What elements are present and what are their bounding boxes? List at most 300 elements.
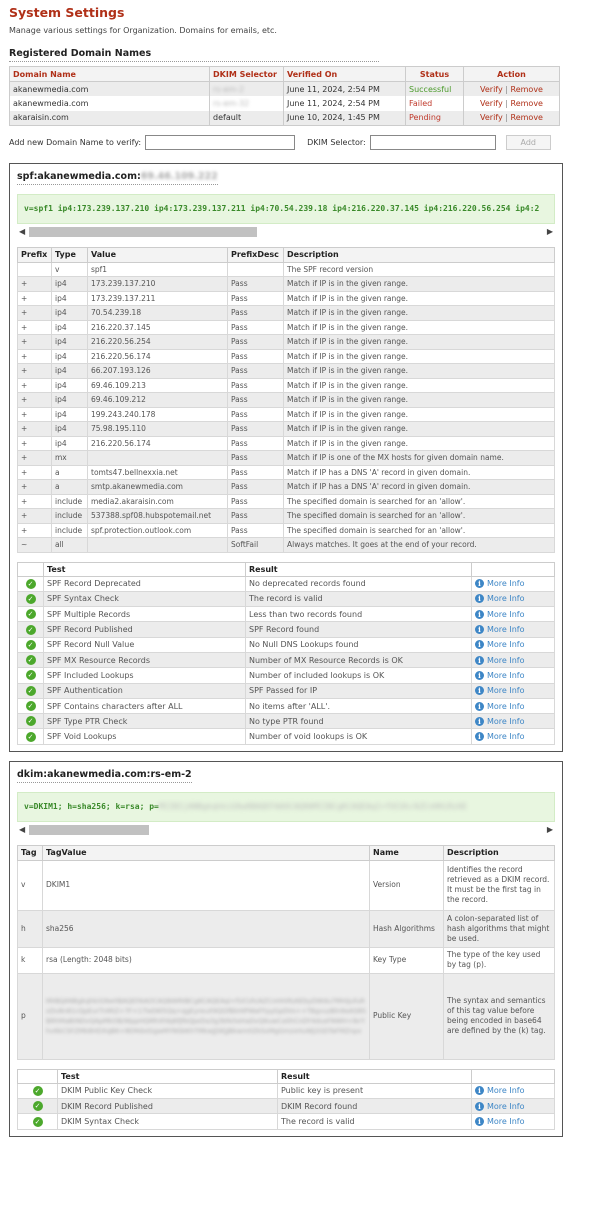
status-cell [18,591,44,606]
prefix-cell: + [18,378,52,393]
prefixdesc-cell: Pass [228,378,284,393]
spf-card-title [17,171,218,185]
type-cell: all [52,538,88,553]
add-button[interactable]: Add [506,135,551,150]
dkim-selector: rs-em-2 [213,84,245,94]
more-info-label: More Info [487,1117,525,1126]
domains-table [9,66,560,126]
tag-cell: k [18,947,43,973]
type-cell: ip4 [52,277,88,292]
status-cell [18,622,44,637]
check-icon: ✓ [26,625,36,635]
value-cell [88,451,228,466]
more-info-link[interactable] [475,579,525,588]
prefixdesc-cell: Pass [228,422,284,437]
tag-cell: h [18,910,43,947]
scroll-left-icon[interactable]: ◀ [19,226,26,236]
table-row [18,683,555,698]
domain-name: akaraisin.com [10,111,210,126]
col-description: Description [284,247,555,262]
tagvalue-cell: rsa (Length: 2048 bits) [43,947,370,973]
test-name: SPF Authentication [44,683,246,698]
prefixdesc-cell: Pass [228,291,284,306]
description-cell: Match if IP is in the given range. [284,364,555,379]
prefixdesc-cell: Pass [228,364,284,379]
prefix-cell: + [18,480,52,495]
type-cell: ip4 [52,335,88,350]
more-info-label: More Info [487,609,525,619]
test-result: Number of void lookups is OK [246,729,472,744]
col-dkim-selector: DKIM Selector [210,67,284,82]
table-row [18,973,555,1059]
table-row [18,607,555,622]
more-info-label: More Info [487,1086,525,1096]
check-icon: ✓ [26,670,36,680]
prefix-cell: + [18,364,52,379]
table-row [18,1114,555,1129]
info-icon: i [475,610,484,619]
col-prefix: Prefix [18,247,52,262]
more-info-label: More Info [487,701,525,711]
description-cell: Match if IP is in the given range. [284,291,555,306]
dkim-tags-table [17,845,555,1060]
col-test: Test [58,1069,278,1083]
verify-link[interactable]: Verify [480,98,503,108]
table-row [18,480,555,495]
table-row [18,451,555,466]
dkim-selector: rs-em-32 [213,98,250,108]
col-action: Action [464,67,560,82]
description-cell: The specified domain is searched for an 'allow'. [284,494,555,509]
check-icon: ✓ [33,1101,43,1111]
more-info-label: More Info [487,732,525,742]
prefixdesc-cell: Pass [228,436,284,451]
description-cell: The specified domain is searched for an 'allow'. [284,523,555,538]
table-row [18,652,555,667]
test-result: No items after 'ALL'. [246,698,472,713]
value-cell: 173.239.137.210 [88,277,228,292]
description-cell: The type of the key used by tag (p). [444,947,555,973]
status-cell [18,637,44,652]
test-result: SPF Passed for IP [246,683,472,698]
description-cell: Match if IP is in the given range. [284,306,555,321]
table-row [18,407,555,422]
verify-link[interactable]: Verify [480,84,503,94]
test-name: SPF MX Resource Records [44,652,246,667]
prefix-cell: + [18,509,52,524]
name-cell: Public Key [370,973,444,1059]
more-info-cell [472,1114,555,1129]
more-info-label: More Info [487,579,525,589]
more-info-link[interactable] [475,1117,525,1126]
prefix-cell: + [18,494,52,509]
add-domain-label: Add new Domain Name to verify: [9,138,142,147]
more-info-cell [472,652,555,667]
prefixdesc-cell: Pass [228,480,284,495]
description-cell: Match if IP is in the given range. [284,393,555,408]
description-cell: Match if IP is in the given range. [284,436,555,451]
more-info-cell [472,1099,555,1114]
prefix-cell: + [18,335,52,350]
check-icon: ✓ [33,1117,43,1127]
type-cell: ip4 [52,407,88,422]
status-cell [18,652,44,667]
test-result: Public key is present [278,1083,472,1098]
table-row [10,111,560,126]
col-type: Type [52,247,88,262]
value-cell: tomts47.bellnexxia.net [88,465,228,480]
table-row [18,860,555,910]
table-row [18,910,555,947]
status-cell [18,607,44,622]
more-info-cell [472,1083,555,1098]
more-info-link[interactable] [475,702,525,711]
check-icon: ✓ [26,640,36,650]
action-separator: | [505,98,508,108]
dkim-selector-input[interactable] [370,135,496,150]
type-cell: include [52,509,88,524]
prefixdesc-cell: Pass [228,277,284,292]
value-cell: 216.220.56.254 [88,335,228,350]
check-icon: ✓ [33,1086,43,1096]
status-cell [18,698,44,713]
more-info-link[interactable] [475,656,525,665]
test-name: SPF Void Lookups [44,729,246,744]
table-row [18,277,555,292]
more-info-cell [472,576,555,591]
prefix-cell: + [18,523,52,538]
remove-link[interactable]: Remove [510,98,543,108]
table-row [18,523,555,538]
type-cell: ip4 [52,364,88,379]
prefixdesc-cell: Pass [228,407,284,422]
add-domain-input[interactable] [145,135,295,150]
table-row [18,436,555,451]
value-cell: 66.207.193.126 [88,364,228,379]
table-row [18,637,555,652]
info-icon: i [475,594,484,603]
description-cell: Match if IP is one of the MX hosts for given domain name. [284,451,555,466]
status-badge: Successful [406,82,464,97]
col-status-icon [18,562,44,576]
tagvalue-cell: DKIM1 [43,860,370,910]
prefix-cell: + [18,407,52,422]
more-info-cell [472,668,555,683]
description-cell: Match if IP is in the given range. [284,320,555,335]
more-info-cell [472,729,555,744]
test-name: DKIM Record Published [58,1099,278,1114]
type-cell: ip4 [52,436,88,451]
description-cell: A colon-separated list of hash algorithms that might be used. [444,910,555,947]
prefixdesc-cell: Pass [228,349,284,364]
test-result: No Null DNS Lookups found [246,637,472,652]
action-separator: | [505,84,508,94]
prefix-cell: ~ [18,538,52,553]
info-icon: i [475,732,484,741]
more-info-label: More Info [487,594,525,604]
more-info-cell [472,698,555,713]
table-row [18,1099,555,1114]
page-subtitle: Manage various settings for Organization. Domains for emails, etc. [9,26,277,35]
status-badge: Failed [406,96,464,111]
status-cell [18,683,44,698]
remove-link[interactable]: Remove [510,113,543,122]
col-status-icon [18,1069,58,1083]
prefix-cell: + [18,291,52,306]
more-info-link[interactable] [475,625,525,634]
info-icon: i [475,640,484,649]
verified-on: June 10, 2024, 1:45 PM [284,111,406,126]
value-cell: 173.239.137.211 [88,291,228,306]
more-info-link[interactable] [475,732,525,741]
type-cell: a [52,480,88,495]
test-result: The record is valid [278,1114,472,1129]
status-cell [18,714,44,729]
tag-cell: p [18,973,43,1059]
prefixdesc-cell: Pass [228,523,284,538]
description-cell: Match if IP is in the given range. [284,277,555,292]
info-icon: i [475,1102,484,1111]
type-cell: include [52,523,88,538]
table-row [10,96,560,111]
description-cell: The SPF record version [284,262,555,277]
table-row [18,729,555,744]
table-row [18,291,555,306]
more-info-link[interactable] [475,610,525,619]
type-cell: ip4 [52,393,88,408]
prefix-cell [18,262,52,277]
test-result: Number of included lookups is OK [246,668,472,683]
table-row [10,82,560,97]
table-row [18,698,555,713]
spf-card [9,163,563,752]
remove-link[interactable]: Remove [510,84,543,94]
description-cell: Match if IP has a DNS 'A' record in given domain. [284,480,555,495]
test-name: SPF Type PTR Check [44,714,246,729]
more-info-link[interactable] [475,1102,525,1111]
col-more-info [472,1069,555,1083]
test-name: SPF Record Null Value [44,637,246,652]
prefixdesc-cell: Pass [228,320,284,335]
type-cell: a [52,465,88,480]
more-info-link[interactable] [475,717,525,726]
status-cell [18,576,44,591]
description-cell: Match if IP is in the given range. [284,335,555,350]
status-badge: Pending [406,111,464,126]
col-value: Value [88,247,228,262]
test-name: SPF Multiple Records [44,607,246,622]
test-result: Less than two records found [246,607,472,622]
domain-name: akanewmedia.com [10,96,210,111]
prefixdesc-cell: Pass [228,306,284,321]
registered-domains-heading: Registered Domain Names [9,48,379,62]
test-result: DKIM Record found [278,1099,472,1114]
description-cell: The syntax and semantics of this tag value before being encoded in base64 are defined by the (k) tag. [444,973,555,1059]
more-info-link[interactable] [475,1086,525,1095]
value-cell: media2.akaraisin.com [88,494,228,509]
type-cell: ip4 [52,306,88,321]
page-title: System Settings [9,5,125,20]
dkim-record-text [17,792,555,822]
more-info-label: More Info [487,686,525,696]
table-row [18,509,555,524]
dkim-record-key: MIIBIjANBgkqhkiG9w0BAQEFAAOCAQ8AMIIBCgKCAQEAqI+fUCUh/AZCnHHiRz6E [158,801,468,811]
dkim-card-title: dkim:akanewmedia.com:rs-em-2 [17,769,192,783]
table-row [18,465,555,480]
more-info-label: More Info [487,625,525,635]
test-name: DKIM Public Key Check [58,1083,278,1098]
more-info-link[interactable] [475,686,525,695]
scrollbar-thumb[interactable] [29,227,257,237]
more-info-cell [472,607,555,622]
table-row [18,494,555,509]
prefixdesc-cell: Pass [228,494,284,509]
table-row [18,393,555,408]
col-description: Description [444,845,555,860]
dkim-selector: default [210,111,284,126]
type-cell: ip4 [52,422,88,437]
table-row [18,378,555,393]
prefix-cell: + [18,306,52,321]
add-domain-form [9,135,580,151]
col-verified-on: Verified On [284,67,406,82]
dkim-card [9,761,563,1137]
value-cell: 75.98.195.110 [88,422,228,437]
description-cell: Match if IP is in the given range. [284,349,555,364]
col-tagvalue: TagValue [43,845,370,860]
prefix-cell: + [18,349,52,364]
scroll-right-icon[interactable]: ▶ [546,226,553,236]
info-icon: i [475,579,484,588]
prefixdesc-cell [228,262,284,277]
type-cell: ip4 [52,291,88,306]
test-name: DKIM Syntax Check [58,1114,278,1129]
status-cell [18,668,44,683]
more-info-label: More Info [487,640,525,650]
test-name: SPF Record Deprecated [44,576,246,591]
prefix-cell: + [18,422,52,437]
test-name: SPF Included Lookups [44,668,246,683]
check-icon: ✓ [26,716,36,726]
description-cell: Always matches. It goes at the end of your record. [284,538,555,553]
description-cell: The specified domain is searched for an 'allow'. [284,509,555,524]
col-result: Result [246,562,472,576]
test-name: SPF Record Published [44,622,246,637]
info-icon: i [475,671,484,680]
more-info-link[interactable] [475,594,525,603]
col-domain-name: Domain Name [10,67,210,82]
scrollbar-thumb[interactable] [29,825,149,835]
tagvalue-cell: sha256 [43,910,370,947]
more-info-cell [472,637,555,652]
table-row [18,538,555,553]
value-cell [88,538,228,553]
test-result: No deprecated records found [246,576,472,591]
table-row [18,364,555,379]
info-icon: i [475,717,484,726]
prefix-cell: + [18,393,52,408]
info-icon: i [475,1117,484,1126]
table-row [18,622,555,637]
prefix-cell: + [18,320,52,335]
info-icon: i [475,1086,484,1095]
prefixdesc-cell: SoftFail [228,538,284,553]
test-result: SPF Record found [246,622,472,637]
prefixdesc-cell: Pass [228,335,284,350]
check-icon: ✓ [26,609,36,619]
verified-on: June 11, 2024, 2:54 PM [284,82,406,97]
more-info-label: More Info [487,670,525,680]
spf-tests-table [17,562,555,745]
name-cell: Version [370,860,444,910]
check-icon: ✓ [26,701,36,711]
dkim-record-prefix: v=DKIM1; h=sha256; k=rsa; p= [24,801,159,811]
spf-title-text: spf:akanewmedia.com: [17,170,141,182]
scroll-right-icon[interactable]: ▶ [546,824,553,834]
table-row [18,320,555,335]
value-cell: spf1 [88,262,228,277]
more-info-link[interactable] [475,671,525,680]
col-result: Result [278,1069,472,1083]
type-cell: ip4 [52,349,88,364]
spf-tags-table [17,247,555,553]
prefixdesc-cell: Pass [228,465,284,480]
spf-record-scrollbar[interactable] [17,226,555,238]
value-cell: 69.46.109.213 [88,378,228,393]
info-icon: i [475,625,484,634]
table-row [18,262,555,277]
verify-link[interactable]: Verify [480,113,503,122]
more-info-cell [472,622,555,637]
description-cell: Match if IP has a DNS 'A' record in given domain. [284,465,555,480]
status-cell [18,1083,58,1098]
prefix-cell: + [18,465,52,480]
col-more-info [472,562,555,576]
more-info-label: More Info [487,1101,525,1111]
more-info-link[interactable] [475,640,525,649]
check-icon: ✓ [26,579,36,589]
tag-cell: v [18,860,43,910]
dkim-selector-label: DKIM Selector: [307,138,366,147]
check-icon: ✓ [26,686,36,696]
table-row [18,349,555,364]
table-row [18,668,555,683]
check-icon: ✓ [26,732,36,742]
table-row [18,714,555,729]
type-cell: ip4 [52,378,88,393]
col-prefixdesc: PrefixDesc [228,247,284,262]
prefixdesc-cell: Pass [228,509,284,524]
type-cell: v [52,262,88,277]
spf-record-text: v=spf1 ip4:173.239.137.210 ip4:173.239.137.211 ip4:70.54.239.18 ip4:216.220.37.145 ip4:216.220.56.254 ip4:2 [17,194,555,224]
prefix-cell: + [18,436,52,451]
dkim-record-scrollbar[interactable] [17,824,555,836]
test-result: No type PTR found [246,714,472,729]
test-name: SPF Contains characters after ALL [44,698,246,713]
more-info-label: More Info [487,716,525,726]
verified-on: June 11, 2024, 2:54 PM [284,96,406,111]
check-icon: ✓ [26,655,36,665]
more-info-cell [472,683,555,698]
prefix-cell: + [18,451,52,466]
value-cell: 69.46.109.212 [88,393,228,408]
table-row [18,947,555,973]
type-cell: ip4 [52,320,88,335]
description-cell: Match if IP is in the given range. [284,407,555,422]
table-row [18,306,555,321]
scroll-left-icon[interactable]: ◀ [19,824,26,834]
check-icon: ✓ [26,594,36,604]
